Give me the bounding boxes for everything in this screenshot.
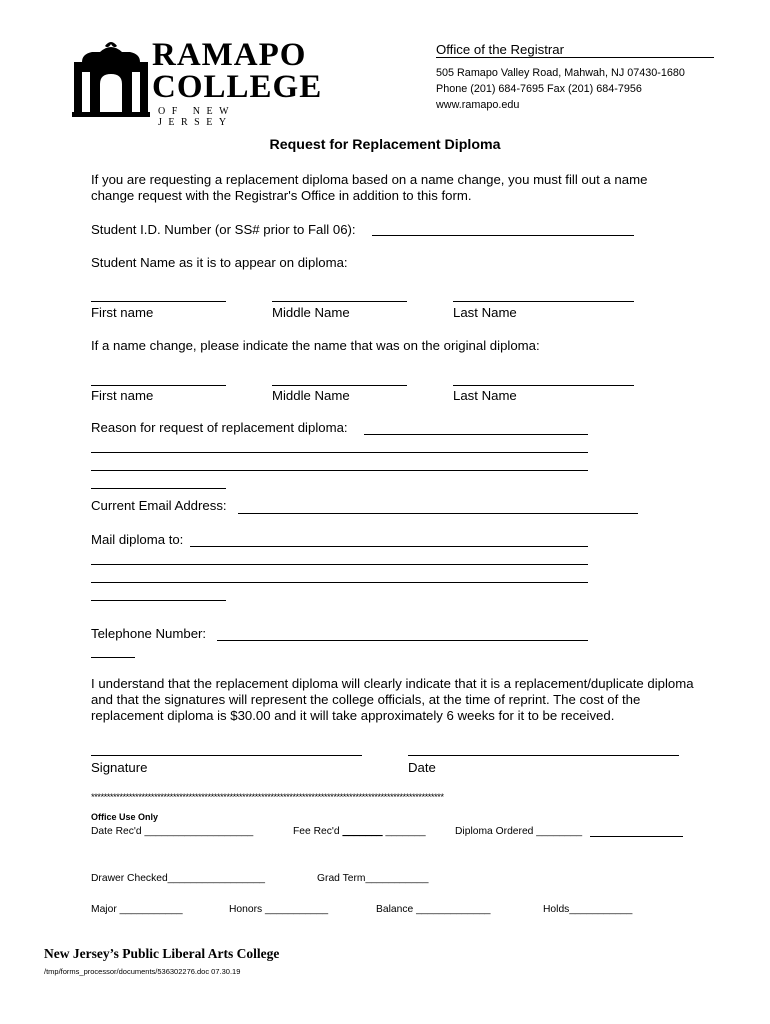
diploma-ordered: Diploma Ordered ________ (455, 826, 583, 837)
reason-label: Reason for request of replacement diploma: (91, 420, 348, 435)
signature-field[interactable] (91, 739, 362, 756)
orig-middle-name-caption: Middle Name (272, 388, 350, 403)
office-use-separator: **************************************************************************************************************** (91, 792, 444, 803)
logo-ramapo: RAMAPO (152, 37, 307, 73)
name-change-label: If a name change, please indicate the name that was on the original diploma: (91, 338, 540, 353)
last-name-caption: Last Name (453, 305, 517, 320)
telephone-field-1[interactable] (217, 624, 588, 641)
office-website[interactable]: www.ramapo.edu (436, 99, 520, 111)
page-title: Request for Replacement Diploma (269, 137, 501, 153)
drawer-checked: Drawer Checked_________________ (91, 873, 266, 884)
orig-first-name-field[interactable] (91, 369, 226, 386)
email-label: Current Email Address: (91, 498, 227, 513)
student-id-label: Student I.D. Number (or SS# prior to Fall 06): (91, 222, 356, 237)
office-address: 505 Ramapo Valley Road, Mahwah, NJ 07430-1680 (436, 67, 685, 79)
mail-field-2[interactable] (91, 548, 588, 565)
date-recd: Date Rec'd ___________________ (91, 826, 254, 837)
orig-last-name-field[interactable] (453, 369, 634, 386)
balance: Balance _____________ (376, 904, 491, 915)
reason-field-2[interactable] (91, 436, 588, 453)
fee-recd-blank: _______ (342, 826, 383, 837)
fee-recd (293, 825, 426, 838)
mail-field-1[interactable] (190, 530, 588, 547)
intro-text: If you are requesting a replacement diploma based on a name change, you must fill out a name change request with the Registrar's Office in addition to this form. (91, 172, 648, 203)
honors: Honors ___________ (229, 904, 329, 915)
mail-field-3[interactable] (91, 566, 588, 583)
logo-college: COLLEGE (152, 69, 323, 105)
major: Major ___________ (91, 904, 183, 915)
signature-caption: Signature (91, 760, 148, 775)
reason-field-4[interactable] (91, 472, 226, 489)
office-title: Office of the Registrar (436, 42, 565, 57)
telephone-label: Telephone Number: (91, 626, 207, 641)
orig-last-name-caption: Last Name (453, 388, 517, 403)
student-id-field[interactable] (372, 219, 634, 236)
reason-field-1[interactable] (364, 418, 588, 435)
office-underline (436, 57, 714, 58)
orig-middle-name-field[interactable] (272, 369, 407, 386)
mail-field-4[interactable] (91, 584, 226, 601)
footer-path: /tmp/forms_processor/documents/536302276.doc 07.30.19 (44, 967, 241, 976)
footer-tagline: New Jersey’s Public Liberal Arts College (44, 946, 280, 961)
mail-label: Mail diploma to: (91, 532, 184, 547)
middle-name-field[interactable] (272, 285, 407, 302)
reason-field-3[interactable] (91, 454, 588, 471)
office-use-heading: Office Use Only (91, 812, 159, 822)
orig-first-name-caption: First name (91, 388, 154, 403)
date-field[interactable] (408, 739, 679, 756)
telephone-field-2[interactable] (91, 641, 135, 658)
email-field[interactable] (238, 497, 638, 514)
grad-term: Grad Term___________ (317, 873, 429, 884)
date-caption: Date (408, 760, 436, 775)
diploma-ordered-line (590, 836, 683, 837)
student-name-label: Student Name as it is to appear on diploma: (91, 255, 348, 270)
last-name-field[interactable] (453, 285, 634, 302)
logo-of-new-jersey: OF NEW JERSEY (158, 106, 235, 128)
arch-gate-icon (72, 40, 152, 118)
fee-recd-label: Fee Rec'd (293, 826, 340, 837)
college-logo (72, 37, 323, 128)
office-phone: Phone (201) 684-7695 Fax (201) 684-7956 (436, 83, 642, 95)
fee-recd-blank-2: _______ (385, 826, 426, 837)
acknowledgement-text: I understand that the replacement diploma will clearly indicate that it is a replacement/duplicate diploma and that the signatures will represent the college officials, at the time of reprint. The cost of the replacement diploma is $30.00 and it will take approximately 6 weeks for it to be received. (91, 676, 694, 723)
middle-name-caption: Middle Name (272, 305, 350, 320)
first-name-caption: First name (91, 305, 154, 320)
first-name-field[interactable] (91, 285, 226, 302)
holds: Holds___________ (543, 904, 633, 915)
